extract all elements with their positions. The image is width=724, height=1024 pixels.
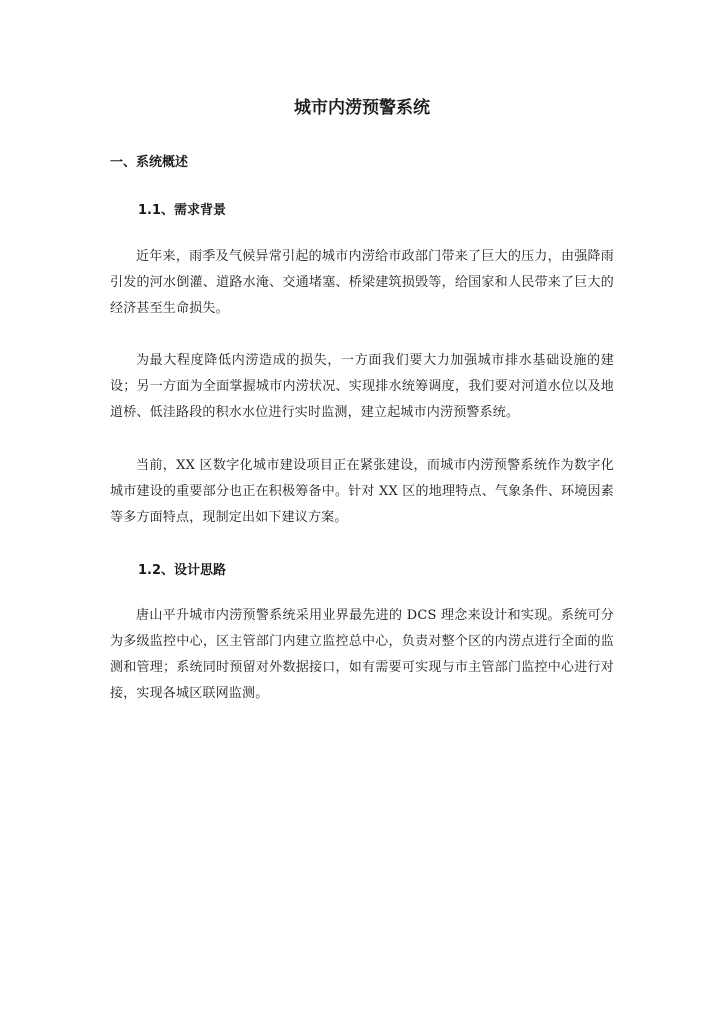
document-title: 城市内涝预警系统 bbox=[294, 98, 430, 118]
paragraph-background-2: 为最大程度降低内涝造成的损失，一方面我们要大力加强城市排水基础设施的建设；另一方面为全面掌握城市内涝状况、实现排水统筹调度，我们要对河道水位以及地道桥、低洼路段的积水水位进行实时监测，建立起城市内涝预警系统。 bbox=[110, 353, 614, 420]
subsection-heading-design: 1.2、设计思路 bbox=[138, 563, 227, 578]
paragraph-design-1: 唐山平升城市内涝预警系统采用业界最先进的 DCS 理念来设计和实现。系统可分为多级监控中心，区主管部门内建立监控总中心，负责对整个区的内涝点进行全面的监测和管理；系统同时预留对外数据接口，如有需要可实现与市主管部门监控中心进行对接，实现各城区联网监测。 bbox=[110, 608, 614, 701]
paragraph-background-1: 近年来，雨季及气候异常引起的城市内涝给市政部门带来了巨大的压力，由强降雨引发的河水倒灌、道路水淹、交通堵塞、桥梁建筑损毁等，给国家和人民带来了巨大的经济甚至生命损失。 bbox=[110, 249, 614, 316]
paragraph-background-3: 当前，XX 区数字化城市建设项目正在紧张建设，而城市内涝预警系统作为数字化城市建设的重要部分也正在积极筹备中。针对 XX 区的地理特点、气象条件、环境因素等多方面特点，现制定出如下建议方案。 bbox=[110, 458, 614, 525]
section-heading-overview: 一、系统概述 bbox=[110, 155, 189, 170]
subsection-heading-background: 1.1、需求背景 bbox=[138, 203, 227, 218]
